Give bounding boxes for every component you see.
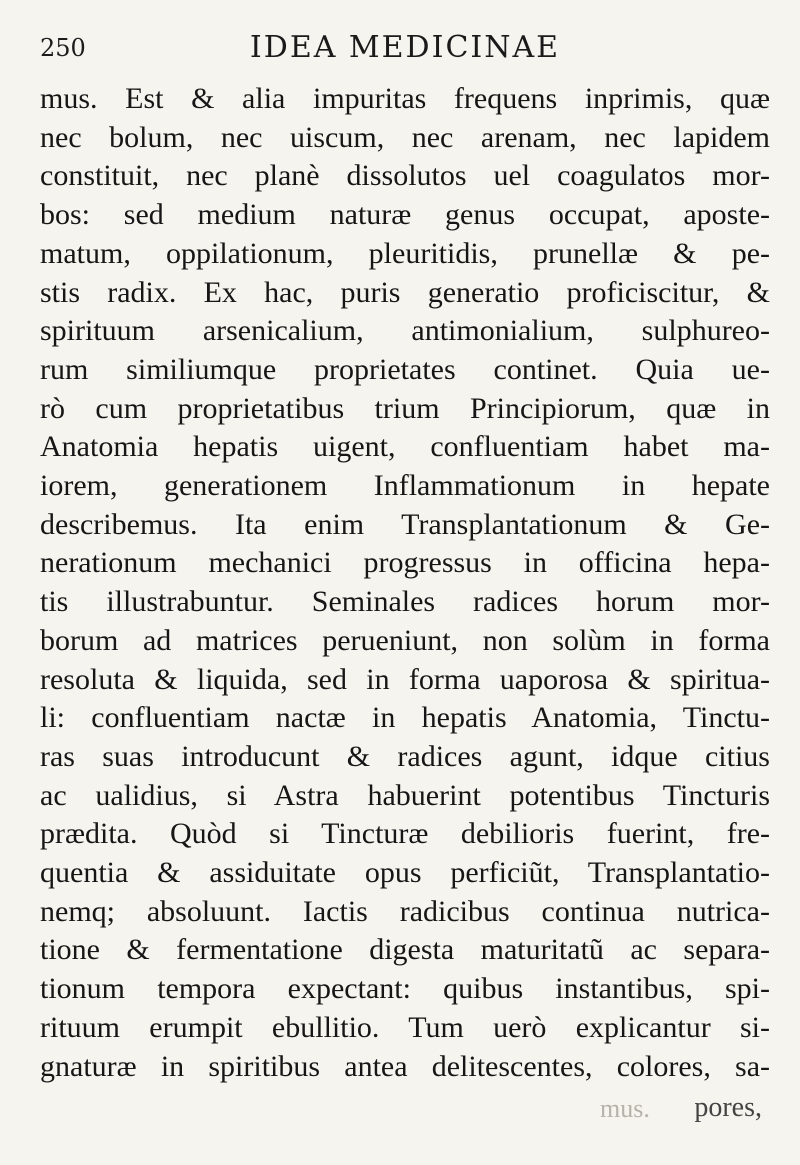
text-line: ras suas introducunt & radices agunt, idque citius [40,739,770,773]
text-line: tis illustrabuntur. Seminales radices horum mor- [40,585,770,619]
text-line: mus. Est & alia impuritas frequens inprimis, quæ [40,82,770,115]
text-line: borum ad matrices perueniunt, non solùm in forma [40,623,770,657]
text-line: iorem, generationem Inflammationum in hepate [40,469,770,503]
text-line: nec bolum, nec uiscum, nec arenam, nec lapidem [40,120,770,154]
text-line: matum, oppilationum, pleuritidis, prunellæ & pe- [40,236,770,270]
running-title: IDEA MEDICINAE [249,30,561,65]
text-line: ac ualidius, si Astra habuerint potentibus Tincturis [40,778,770,812]
text-line: tionum tempora expectant: quibus instantibus, spi- [40,972,770,1006]
text-line: Anatomia hepatis uigent, confluentiam habet ma- [40,430,770,464]
text-body [40,80,770,1086]
text-line: tione & fermentatione digesta maturitatũ ac separa- [40,933,770,967]
text-line: nerationum mechanici progressus in officina hepa- [40,546,770,580]
text-line: rituum erumpit ebullitio. Tum uerò explicantur si- [40,1010,770,1044]
text-line: stis radix. Ex hac, puris generatio proficiscitur, & [40,275,770,309]
text-line: prædita. Quòd si Tincturæ debilioris fuerint, fre- [40,817,770,851]
page-header [40,30,770,70]
bleed-through-text: mus. [600,1094,650,1123]
text-line: resoluta & liquida, sed in forma uaporosa & spiritua- [40,662,770,696]
catchword: pores, [694,1092,762,1123]
text-line: quentia & assiduitate opus perficiũt, Transplantatio- [40,856,770,890]
text-line: describemus. Ita enim Transplantationum & Ge- [40,507,770,541]
text-line: bos: sed medium naturæ genus occupat, aposte- [40,198,770,232]
text-line: rò cum proprietatibus trium Principiorum, quæ in [40,391,770,425]
page-number: 250 [40,34,86,62]
text-line: spirituum arsenicalium, antimonialium, sulphureo- [40,314,770,348]
text-line: constituit, nec planè dissolutos uel coagulatos mor- [40,159,770,193]
text-line: rum similiumque proprietates continet. Quia ue- [40,352,770,386]
text-line: gnaturæ in spiritibus antea delitescentes, colores, sa- [40,1049,770,1083]
text-line: li: confluentiam nactæ in hepatis Anatomia, Tinctu- [40,701,770,735]
text-line: nemq; absoluunt. Iactis radicibus continua nutrica- [40,894,770,928]
